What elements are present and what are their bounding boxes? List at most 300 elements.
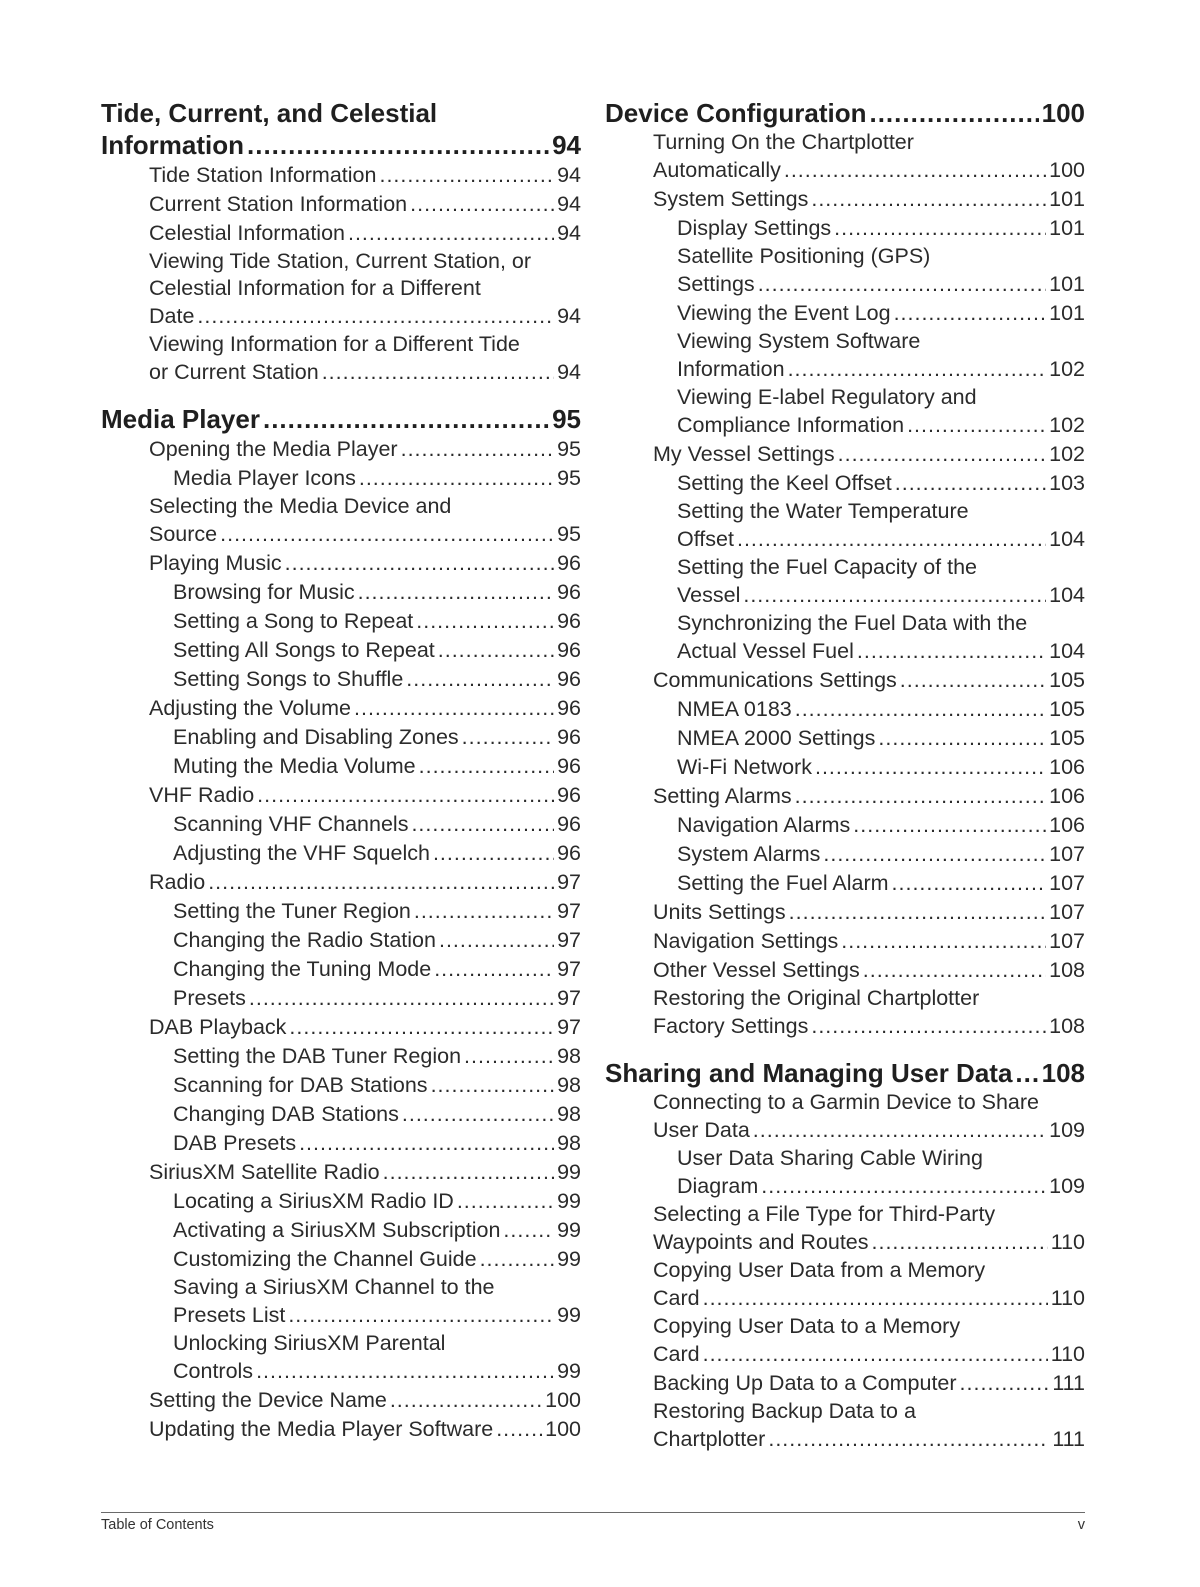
toc-subentry[interactable] (605, 811, 1085, 840)
toc-entry[interactable] (101, 694, 581, 723)
toc-entry-row (173, 1301, 581, 1330)
dot-leader (257, 781, 554, 810)
toc-page-number: 107 (1049, 842, 1085, 866)
toc-entry[interactable] (101, 781, 581, 810)
dot-leader (758, 270, 1046, 299)
toc-page-number: 96 (557, 551, 581, 575)
toc-entry-row (173, 665, 581, 694)
toc-entry-row (173, 1100, 581, 1129)
toc-entry[interactable] (101, 161, 581, 190)
toc-entry-row (173, 984, 581, 1013)
toc-entry-title: Customizing the Channel Guide (173, 1247, 477, 1271)
toc-entry-row (149, 549, 581, 578)
toc-subentry[interactable] (101, 723, 581, 752)
toc-entry-title: Compliance Information (677, 413, 905, 437)
toc-entry-title: Enabling and Disabling Zones (173, 725, 459, 749)
toc-entry[interactable] (101, 549, 581, 578)
toc-entry-row (677, 753, 1085, 782)
toc-entry-text-line: Viewing E-label Regulatory and (677, 385, 977, 409)
toc-entry[interactable] (101, 493, 581, 549)
dot-leader (811, 185, 1046, 214)
dot-leader (869, 97, 1038, 129)
toc-subentry[interactable] (101, 810, 581, 839)
toc-entry[interactable] (101, 331, 581, 387)
toc-subentry[interactable] (101, 752, 581, 781)
dot-leader (753, 1116, 1046, 1145)
toc-entry-title: Muting the Media Volume (173, 754, 416, 778)
toc-subentry[interactable] (101, 1129, 581, 1158)
toc-entry-row (149, 694, 581, 723)
toc-entry-row (173, 1129, 581, 1158)
toc-entry-row (173, 810, 581, 839)
toc-entry[interactable] (101, 248, 581, 331)
dot-leader (872, 1228, 1048, 1257)
page-footer (101, 1512, 1085, 1533)
toc-subentry[interactable] (605, 724, 1085, 753)
toc-entry-row (173, 1187, 581, 1216)
toc-entry-text-line: Restoring Backup Data to a (653, 1399, 916, 1423)
dot-leader (900, 666, 1046, 695)
toc-page-number: 110 (1050, 1230, 1085, 1254)
toc-section-heading[interactable] (101, 403, 581, 435)
dot-leader (434, 955, 554, 984)
toc-entry-title: User Data (653, 1118, 750, 1142)
toc-entry[interactable] (605, 1398, 1085, 1454)
toc-page-number: 106 (1049, 755, 1085, 779)
toc-subentry[interactable] (101, 1187, 581, 1216)
toc-entry-text-line: Viewing System Software (677, 329, 921, 353)
toc-page-number: 99 (557, 1160, 581, 1184)
toc-entry-text-line: Restoring the Original Chartplotter (653, 986, 980, 1010)
toc-subentry[interactable] (605, 299, 1085, 328)
toc-entry[interactable] (101, 190, 581, 219)
toc-page-number: 96 (557, 841, 581, 865)
toc-entry-title: Vessel (677, 583, 741, 607)
toc-entry-row (653, 666, 1085, 695)
toc-entry-title: SiriusXM Satellite Radio (149, 1160, 380, 1184)
toc-entry[interactable] (605, 1257, 1085, 1313)
toc-entry-title: DAB Playback (149, 1015, 287, 1039)
toc-entry-row (605, 1057, 1085, 1089)
toc-page-number: 108 (1049, 958, 1085, 982)
toc-subentry[interactable] (101, 984, 581, 1013)
toc-entry-title: Card (653, 1342, 700, 1366)
toc-page-number: 99 (557, 1247, 581, 1271)
toc-entry-title: System Alarms (677, 842, 821, 866)
toc-page-number: 107 (1049, 871, 1085, 895)
toc-page-number: 94 (557, 304, 581, 328)
toc-entry[interactable] (605, 927, 1085, 956)
toc-page-number: 95 (557, 522, 581, 546)
toc-entry[interactable] (605, 129, 1085, 185)
toc-entry-title: Changing the Tuning Mode (173, 957, 432, 981)
toc-entry-title: or Current Station (149, 360, 319, 384)
toc-entry-title: NMEA 0183 (677, 697, 792, 721)
toc-entry-row (149, 1386, 581, 1415)
dot-leader (960, 1369, 1050, 1398)
dot-leader (761, 1172, 1046, 1201)
toc-page-number: 96 (557, 696, 581, 720)
toc-entry-title: Setting the Tuner Region (173, 899, 411, 923)
toc-entry-title: Scanning VHF Channels (173, 812, 409, 836)
toc-entry[interactable] (101, 1158, 581, 1187)
toc-entry-title: DAB Presets (173, 1131, 297, 1155)
dot-leader (410, 190, 554, 219)
toc-entry-row (149, 302, 581, 331)
dot-leader (823, 840, 1046, 869)
toc-entry-title: Waypoints and Routes (653, 1230, 869, 1254)
toc-entry-text-line: Viewing Tide Station, Current Station, or (149, 249, 532, 273)
toc-entry[interactable] (605, 1369, 1085, 1398)
toc-page-number: 108 (1041, 1058, 1085, 1088)
dot-leader (480, 1245, 555, 1274)
toc-entry-title: Updating the Media Player Software (149, 1417, 494, 1441)
toc-page-number: 110 (1050, 1342, 1085, 1366)
toc-entry-row (653, 1116, 1085, 1145)
toc-subentry[interactable] (101, 665, 581, 694)
dot-leader (838, 440, 1046, 469)
toc-entry-row (677, 1172, 1085, 1201)
toc-entry-title: Automatically (653, 158, 781, 182)
toc-entry-row (173, 752, 581, 781)
toc-subentry[interactable] (605, 498, 1085, 554)
toc-entry-row (173, 839, 581, 868)
toc-entry-row (173, 955, 581, 984)
toc-entry-title: VHF Radio (149, 783, 255, 807)
toc-entry-row (653, 185, 1085, 214)
toc-page-number: 97 (557, 899, 581, 923)
toc-page-number: 94 (557, 221, 581, 245)
dot-leader (419, 752, 554, 781)
toc-subentry[interactable] (101, 607, 581, 636)
toc-page-number: 102 (1049, 357, 1085, 381)
toc-entry-title: Tide Station Information (149, 163, 377, 187)
toc-entry-text-line: Setting the Fuel Capacity of the (677, 555, 977, 579)
toc-entry[interactable] (605, 1201, 1085, 1257)
toc-subentry[interactable] (605, 469, 1085, 498)
toc-page-number: 106 (1049, 813, 1085, 837)
toc-subentry[interactable] (101, 1330, 581, 1386)
toc-page-number: 96 (557, 783, 581, 807)
toc-page-number: 102 (1049, 442, 1085, 466)
toc-entry-row (605, 97, 1085, 129)
toc-entry[interactable] (101, 868, 581, 897)
toc-subentry[interactable] (101, 464, 581, 493)
toc-entry-title: Changing the Radio Station (173, 928, 436, 952)
dot-leader (285, 549, 554, 578)
toc-page-number: 109 (1049, 1174, 1085, 1198)
dot-leader (703, 1340, 1048, 1369)
toc-subentry[interactable] (605, 1145, 1085, 1201)
dot-leader (737, 525, 1046, 554)
toc-page-number: 95 (557, 437, 581, 461)
toc-entry-title: Navigation Alarms (677, 813, 851, 837)
toc-entry-row (653, 1425, 1085, 1454)
toc-entry-title: Information (677, 357, 785, 381)
toc-entry-row (677, 695, 1085, 724)
toc-entry-title: Playing Music (149, 551, 282, 575)
dot-leader (496, 1415, 542, 1444)
toc-entry-row (677, 214, 1085, 243)
dot-leader (256, 1357, 554, 1386)
toc-entry-text-line: Satellite Positioning (GPS) (677, 244, 931, 268)
toc-entry-title: Media Player (101, 404, 260, 434)
dot-leader (768, 1425, 1049, 1454)
dot-leader (359, 464, 554, 493)
toc-subentry[interactable] (605, 328, 1085, 384)
dot-leader (457, 1187, 554, 1216)
toc-page-number: 100 (545, 1388, 581, 1412)
toc-entry[interactable] (605, 782, 1085, 811)
toc-entry-title: Scanning for DAB Stations (173, 1073, 428, 1097)
toc-page-number: 98 (557, 1102, 581, 1126)
toc-entry-text-line: Turning On the Chartplotter (653, 130, 914, 154)
toc-entry-row (149, 190, 581, 219)
toc-entry-row (677, 869, 1085, 898)
dot-leader (841, 927, 1046, 956)
toc-entry-title: Chartplotter (653, 1427, 766, 1451)
toc-entry-row (149, 868, 581, 897)
dot-leader (811, 1012, 1046, 1041)
toc-subentry[interactable] (101, 1216, 581, 1245)
dot-leader (390, 1386, 542, 1415)
toc-entry-title: Setting the Device Name (149, 1388, 387, 1412)
toc-entry-title: NMEA 2000 Settings (677, 726, 876, 750)
toc-left-column (101, 97, 581, 1444)
toc-entry[interactable] (605, 898, 1085, 927)
dot-leader (784, 156, 1046, 185)
dot-leader (299, 1129, 554, 1158)
toc-entry-title: Adjusting the VHF Squelch (173, 841, 430, 865)
toc-entry-row (149, 358, 581, 387)
toc-page-number: 96 (557, 667, 581, 691)
toc-entry-row (149, 435, 581, 464)
toc-subentry[interactable] (101, 1274, 581, 1330)
toc-entry-row (653, 782, 1085, 811)
toc-entry-title: Activating a SiriusXM Subscription (173, 1218, 501, 1242)
toc-entry-title: Device Configuration (605, 98, 867, 128)
toc-page-number: 95 (557, 466, 581, 490)
toc-entry[interactable] (605, 1313, 1085, 1369)
dot-leader (815, 753, 1046, 782)
toc-subentry[interactable] (605, 610, 1085, 666)
toc-subentry[interactable] (605, 554, 1085, 610)
toc-entry-row (677, 637, 1085, 666)
toc-entry-row (677, 270, 1085, 299)
toc-entry-title: Adjusting the Volume (149, 696, 351, 720)
toc-subentry[interactable] (101, 897, 581, 926)
toc-entry-title: Setting Songs to Shuffle (173, 667, 404, 691)
toc-entry-row (149, 520, 581, 549)
toc-page-number: 106 (1049, 784, 1085, 808)
toc-entry[interactable] (605, 985, 1085, 1041)
dot-leader (249, 984, 554, 1013)
toc-subentry[interactable] (605, 695, 1085, 724)
toc-subentry[interactable] (101, 578, 581, 607)
toc-subentry[interactable] (101, 636, 581, 665)
toc-entry-row (173, 636, 581, 665)
toc-entry-text-line: User Data Sharing Cable Wiring (677, 1146, 983, 1170)
toc-entry-row (677, 840, 1085, 869)
toc-page-number: 103 (1049, 471, 1085, 495)
dot-leader (795, 782, 1047, 811)
toc-entry-text-line: Synchronizing the Fuel Data with the (677, 611, 1028, 635)
toc-entry-text-line: Saving a SiriusXM Channel to the (173, 1275, 495, 1299)
toc-page-number: 100 (1049, 158, 1085, 182)
toc-entry-row (149, 161, 581, 190)
toc-page-number: 111 (1052, 1427, 1085, 1451)
toc-entry-title: Wi-Fi Network (677, 755, 812, 779)
toc-entry-title: Actual Vessel Fuel (677, 639, 854, 663)
toc-subentry[interactable] (101, 1100, 581, 1129)
toc-page-number: 97 (557, 957, 581, 981)
toc-entry-row (149, 1415, 581, 1444)
toc-page-number: 99 (557, 1303, 581, 1327)
toc-page-number: 104 (1049, 639, 1085, 663)
toc-page-number: 100 (1041, 98, 1085, 128)
dot-leader (401, 435, 554, 464)
toc-page-number: 96 (557, 725, 581, 749)
toc-page-number: 97 (557, 870, 581, 894)
toc-subentry[interactable] (101, 955, 581, 984)
toc-entry-title: Information (101, 130, 244, 160)
toc-entry-row (677, 469, 1085, 498)
toc-entry[interactable] (605, 666, 1085, 695)
toc-subentry[interactable] (605, 869, 1085, 898)
dot-leader (322, 358, 554, 387)
toc-page-number: 98 (557, 1073, 581, 1097)
toc-subentry[interactable] (605, 753, 1085, 782)
footer-title: Table of Contents (101, 1517, 214, 1533)
toc-entry[interactable] (605, 1089, 1085, 1145)
toc-subentry[interactable] (101, 1042, 581, 1071)
dot-leader (878, 724, 1046, 753)
toc-entry-title: System Settings (653, 187, 809, 211)
toc-subentry[interactable] (101, 1245, 581, 1274)
dot-leader (907, 411, 1046, 440)
toc-subentry[interactable] (605, 840, 1085, 869)
toc-entry-title: Radio (149, 870, 206, 894)
dot-leader (439, 926, 554, 955)
toc-entry-title: Locating a SiriusXM Radio ID (173, 1189, 454, 1213)
dot-leader (863, 956, 1046, 985)
toc-entry[interactable] (605, 440, 1085, 469)
toc-entry-title: Changing DAB Stations (173, 1102, 399, 1126)
toc-entry-row (677, 724, 1085, 753)
toc-section-heading[interactable] (605, 1057, 1085, 1089)
toc-page-number: 96 (557, 609, 581, 633)
toc-entry-title: Media Player Icons (173, 466, 356, 490)
toc-page-number: 94 (557, 192, 581, 216)
toc-entry-text-line: Copying User Data to a Memory (653, 1314, 961, 1338)
dot-leader (416, 607, 554, 636)
toc-page-number: 96 (557, 812, 581, 836)
toc-entry-row (173, 1042, 581, 1071)
dot-leader (263, 403, 549, 435)
toc-entry-row (653, 1340, 1085, 1369)
toc-page-number: 99 (557, 1218, 581, 1242)
toc-entry[interactable] (101, 219, 581, 248)
toc-subentry[interactable] (605, 214, 1085, 243)
dot-leader (892, 869, 1047, 898)
dot-leader (289, 1013, 554, 1042)
toc-page-number: 94 (552, 130, 581, 160)
toc-entry-title: Opening the Media Player (149, 437, 398, 461)
toc-page-number: 97 (557, 1015, 581, 1039)
toc-entry-row (677, 355, 1085, 384)
dot-leader (379, 161, 554, 190)
toc-entry-row (653, 1012, 1085, 1041)
toc-subentry[interactable] (101, 1071, 581, 1100)
toc-entry-row (173, 723, 581, 752)
toc-subentry[interactable] (605, 243, 1085, 299)
toc-page-number: 99 (557, 1189, 581, 1213)
dot-leader (834, 214, 1046, 243)
dot-leader (853, 811, 1046, 840)
dot-leader (411, 810, 554, 839)
toc-page-number: 98 (557, 1131, 581, 1155)
dot-leader (703, 1284, 1048, 1313)
toc-subentry[interactable] (101, 839, 581, 868)
toc-page-number: 94 (557, 360, 581, 384)
toc-entry[interactable] (605, 956, 1085, 985)
dot-leader (406, 665, 554, 694)
toc-entry-title: Navigation Settings (653, 929, 839, 953)
toc-entry-row (101, 129, 581, 161)
toc-page-number: 94 (557, 163, 581, 187)
toc-section-heading[interactable] (101, 97, 581, 161)
toc-entry-title: Display Settings (677, 216, 832, 240)
toc-entry-row (677, 525, 1085, 554)
dot-leader (895, 469, 1046, 498)
toc-page-number: 104 (1049, 583, 1085, 607)
toc-entry-title: Card (653, 1286, 700, 1310)
toc-entry[interactable] (101, 435, 581, 464)
toc-entry-title: Setting Alarms (653, 784, 792, 808)
toc-subentry[interactable] (101, 926, 581, 955)
toc-entry[interactable] (605, 185, 1085, 214)
dot-leader (247, 129, 549, 161)
toc-entry[interactable] (101, 1415, 581, 1444)
toc-entry-text-line: Selecting a File Type for Third-Party (653, 1202, 996, 1226)
toc-entry-title: Sharing and Managing User Data (605, 1058, 1013, 1088)
dot-leader (208, 868, 554, 897)
dot-leader (220, 520, 554, 549)
dot-leader (358, 578, 554, 607)
toc-page-number: 100 (545, 1417, 581, 1441)
toc-page-number: 99 (557, 1359, 581, 1383)
toc-page-number: 101 (1049, 272, 1085, 296)
dot-leader (788, 355, 1047, 384)
toc-entry-title: Setting the Keel Offset (677, 471, 892, 495)
toc-entry-title: Controls (173, 1359, 254, 1383)
toc-entry-row (677, 411, 1085, 440)
toc-entry-title: Other Vessel Settings (653, 958, 860, 982)
toc-entry[interactable] (101, 1386, 581, 1415)
toc-entry-title: Setting the DAB Tuner Region (173, 1044, 462, 1068)
toc-page-number: 107 (1049, 929, 1085, 953)
toc-page-number: 98 (557, 1044, 581, 1068)
toc-entry-row (173, 926, 581, 955)
toc-entry-row (149, 781, 581, 810)
dot-leader (348, 219, 554, 248)
toc-section-heading[interactable] (605, 97, 1085, 129)
toc-entry-title: Setting the Fuel Alarm (677, 871, 889, 895)
toc-page-number: 111 (1052, 1371, 1085, 1395)
toc-subentry[interactable] (605, 384, 1085, 440)
toc-entry[interactable] (101, 1013, 581, 1042)
toc-entry-row (173, 1357, 581, 1386)
